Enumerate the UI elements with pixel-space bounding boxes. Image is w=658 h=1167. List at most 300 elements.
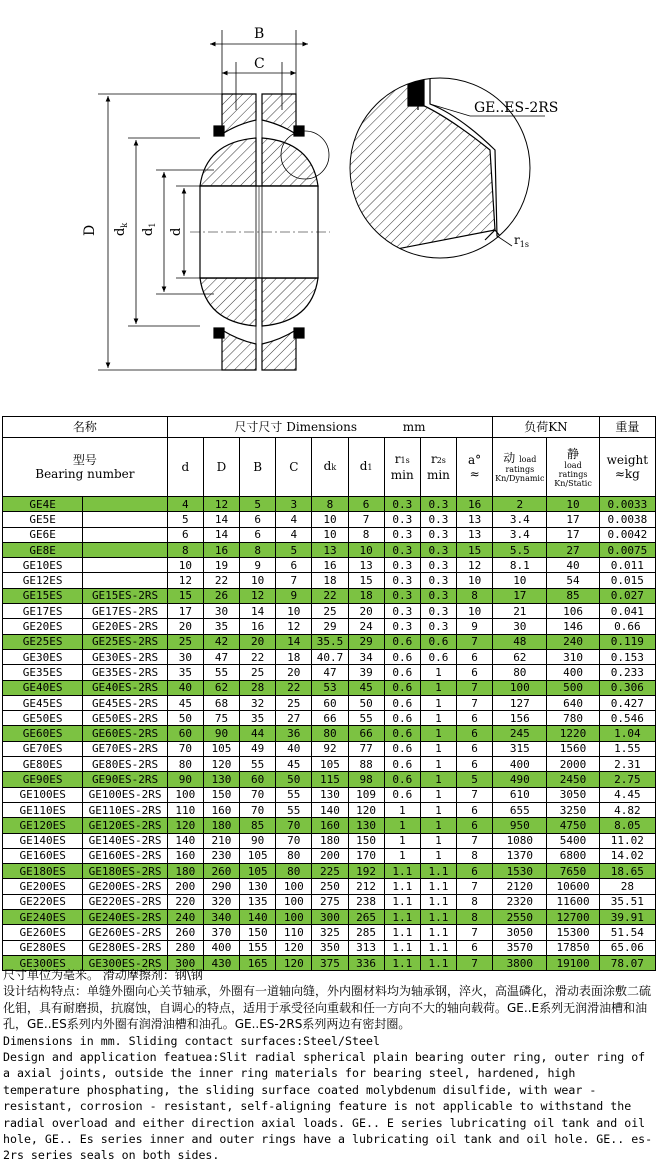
table-cell: 5 <box>167 512 203 527</box>
table-cell: 20 <box>167 619 203 634</box>
table-cell: 240 <box>167 910 203 925</box>
table-cell: 4750 <box>547 818 599 833</box>
table-cell: 42 <box>203 634 239 649</box>
table-cell: 8 <box>457 848 493 863</box>
table-cell: 0.0038 <box>599 512 655 527</box>
table-cell: 0.3 <box>384 497 420 512</box>
table-cell: 40 <box>547 558 599 573</box>
table-row <box>3 910 656 925</box>
table-cell: 29 <box>312 619 348 634</box>
table-cell: 51.54 <box>599 925 655 940</box>
table-cell: GE6E <box>3 527 83 542</box>
table-cell: 55 <box>276 787 312 802</box>
header-row-1 <box>3 417 656 438</box>
table-cell: 0.3 <box>384 558 420 573</box>
table-cell <box>83 542 167 557</box>
table-cell: 0.3 <box>420 588 456 603</box>
table-cell: 40 <box>276 741 312 756</box>
table-cell: 7 <box>457 680 493 695</box>
table-row <box>3 818 656 833</box>
table-cell: GE110ES-2RS <box>83 802 167 817</box>
table-cell: 105 <box>240 848 276 863</box>
table-cell: 100 <box>276 879 312 894</box>
table-cell: 780 <box>547 711 599 726</box>
table-cell: 54 <box>547 573 599 588</box>
table-cell: 0.6 <box>384 726 420 741</box>
table-cell: GE160ES-2RS <box>83 848 167 863</box>
table-cell: 1 <box>384 833 420 848</box>
table-cell: 35 <box>240 711 276 726</box>
table-cell: 300 <box>312 910 348 925</box>
table-cell: 16 <box>312 558 348 573</box>
table-cell: 10600 <box>547 879 599 894</box>
table-cell: 70 <box>240 802 276 817</box>
table-cell: 370 <box>203 925 239 940</box>
table-cell: 60 <box>312 695 348 710</box>
table-cell: 35.51 <box>599 894 655 909</box>
table-cell: 1 <box>420 848 456 863</box>
table-cell: 7 <box>276 573 312 588</box>
table-cell: 30 <box>203 604 239 619</box>
table-cell: 285 <box>348 925 384 940</box>
table-cell: 9 <box>457 619 493 634</box>
table-cell: 4 <box>167 497 203 512</box>
table-cell: 0.6 <box>384 634 420 649</box>
table-cell: 12 <box>276 619 312 634</box>
table-cell: GE70ES-2RS <box>83 741 167 756</box>
table-cell: 0.6 <box>384 757 420 772</box>
table-cell: 22 <box>240 649 276 664</box>
table-cell: 12 <box>457 558 493 573</box>
table-cell: 1 <box>420 665 456 680</box>
table-cell: 1.1 <box>420 879 456 894</box>
table-cell: 150 <box>203 787 239 802</box>
table-cell: 13 <box>457 512 493 527</box>
table-cell: 1 <box>420 757 456 772</box>
table-cell: 20 <box>348 604 384 619</box>
table-cell: 4.82 <box>599 802 655 817</box>
table-cell: 225 <box>312 864 348 879</box>
table-cell: 55 <box>240 757 276 772</box>
table-row <box>3 940 656 955</box>
table-cell: 14.02 <box>599 848 655 863</box>
table-cell: 3050 <box>493 925 547 940</box>
table-row <box>3 695 656 710</box>
table-cell: 210 <box>203 833 239 848</box>
table-cell: 19100 <box>547 955 599 970</box>
dim-label-d1: $d_1$ <box>141 222 157 236</box>
table-cell: 0.427 <box>599 695 655 710</box>
table-cell: 230 <box>203 848 239 863</box>
table-cell: 160 <box>167 848 203 863</box>
header-d1: d1 <box>348 438 384 497</box>
table-cell: GE280ES <box>3 940 83 955</box>
table-cell: 160 <box>312 818 348 833</box>
table-cell: 98 <box>348 772 384 787</box>
table-cell: 0.3 <box>420 573 456 588</box>
table-cell: 8 <box>457 894 493 909</box>
table-cell: 1 <box>420 711 456 726</box>
table-cell: 10 <box>312 527 348 542</box>
table-cell: 55 <box>276 802 312 817</box>
table-cell: 0.3 <box>384 512 420 527</box>
header-B: B <box>240 438 276 497</box>
table-cell: 27 <box>547 542 599 557</box>
table-cell: 240 <box>547 634 599 649</box>
table-cell: GE60ES-2RS <box>83 726 167 741</box>
table-cell: 53 <box>312 680 348 695</box>
table-cell: 9 <box>240 558 276 573</box>
table-cell: 280 <box>167 940 203 955</box>
table-cell: 45 <box>348 680 384 695</box>
table-cell: 265 <box>348 910 384 925</box>
table-cell: 0.0042 <box>599 527 655 542</box>
table-row <box>3 726 656 741</box>
table-cell: 245 <box>493 726 547 741</box>
table-cell: 80 <box>276 864 312 879</box>
header-weight-cn: 重量 <box>599 417 655 438</box>
table-cell: 1370 <box>493 848 547 863</box>
table-cell: 0.3 <box>420 604 456 619</box>
table-cell: 0.6 <box>384 649 420 664</box>
table-cell: 14 <box>203 527 239 542</box>
table-cell: 1220 <box>547 726 599 741</box>
table-cell: GE40ES-2RS <box>83 680 167 695</box>
table-cell: 0.6 <box>384 711 420 726</box>
table-cell: GE5E <box>3 512 83 527</box>
table-cell: GE35ES-2RS <box>83 665 167 680</box>
table-cell: 22 <box>276 680 312 695</box>
table-cell: 180 <box>203 818 239 833</box>
table-cell: 21 <box>493 604 547 619</box>
table-row <box>3 558 656 573</box>
table-cell: 430 <box>203 955 239 970</box>
table-cell: 80 <box>312 726 348 741</box>
table-cell: 12 <box>203 497 239 512</box>
table-cell: 35.5 <box>312 634 348 649</box>
table-cell: GE70ES <box>3 741 83 756</box>
table-cell: GE35ES <box>3 665 83 680</box>
table-cell: 40.7 <box>312 649 348 664</box>
table-cell: 44 <box>240 726 276 741</box>
table-cell: 3 <box>276 497 312 512</box>
table-cell: 30 <box>493 619 547 634</box>
table-cell: 25 <box>167 634 203 649</box>
table-row <box>3 787 656 802</box>
table-cell: GE240ES-2RS <box>83 910 167 925</box>
table-cell: 260 <box>167 925 203 940</box>
table-row <box>3 542 656 557</box>
table-cell: 8 <box>240 542 276 557</box>
table-cell: 13 <box>312 542 348 557</box>
table-cell: 60 <box>167 726 203 741</box>
table-cell: 0.6 <box>384 741 420 756</box>
table-cell: 3.4 <box>493 527 547 542</box>
table-cell: GE8E <box>3 542 83 557</box>
table-cell: 17 <box>493 588 547 603</box>
table-cell: GE50ES <box>3 711 83 726</box>
table-cell: 5 <box>457 772 493 787</box>
table-cell: 0.6 <box>384 772 420 787</box>
table-cell: 85 <box>240 818 276 833</box>
table-cell: 16 <box>203 542 239 557</box>
table-cell: 10 <box>547 497 599 512</box>
table-cell: 90 <box>203 726 239 741</box>
header-name: 名称 <box>3 417 168 438</box>
table-cell: 66 <box>348 726 384 741</box>
table-cell: 6 <box>457 802 493 817</box>
table-cell: 5.5 <box>493 542 547 557</box>
table-cell: GE140ES <box>3 833 83 848</box>
table-cell: 325 <box>312 925 348 940</box>
table-cell: 120 <box>276 955 312 970</box>
table-cell: 70 <box>240 787 276 802</box>
table-cell: 92 <box>312 741 348 756</box>
table-cell: 45 <box>276 757 312 772</box>
table-cell: 490 <box>493 772 547 787</box>
table-cell: 16 <box>457 497 493 512</box>
table-cell: 1 <box>420 726 456 741</box>
table-cell: 400 <box>203 940 239 955</box>
table-cell: 19 <box>203 558 239 573</box>
table-cell: 60 <box>240 772 276 787</box>
table-cell: 350 <box>312 940 348 955</box>
table-cell: 4 <box>276 527 312 542</box>
table-cell: 32 <box>240 695 276 710</box>
table-cell: 7650 <box>547 864 599 879</box>
table-cell: 25 <box>240 665 276 680</box>
table-cell: 70 <box>276 818 312 833</box>
table-row <box>3 879 656 894</box>
detail-view <box>340 60 540 260</box>
table-row <box>3 848 656 863</box>
table-cell: 1 <box>420 802 456 817</box>
table-cell: 315 <box>493 741 547 756</box>
table-cell: 1.1 <box>384 955 420 970</box>
table-cell: 47 <box>312 665 348 680</box>
table-cell: 156 <box>493 711 547 726</box>
table-cell: 6 <box>167 527 203 542</box>
table-cell: 8.1 <box>493 558 547 573</box>
table-cell: 4.45 <box>599 787 655 802</box>
table-cell: 0.6 <box>420 634 456 649</box>
table-cell: 18 <box>312 573 348 588</box>
table-cell: GE80ES-2RS <box>83 757 167 772</box>
table-cell: 18.65 <box>599 864 655 879</box>
table-cell: 29 <box>348 634 384 649</box>
table-cell: GE60ES <box>3 726 83 741</box>
table-cell: 6 <box>457 649 493 664</box>
table-cell: GE200ES-2RS <box>83 879 167 894</box>
table-cell: 165 <box>240 955 276 970</box>
table-cell: 130 <box>348 818 384 833</box>
table-cell: 88 <box>348 757 384 772</box>
table-cell: 155 <box>240 940 276 955</box>
notes <box>3 967 655 1164</box>
table-cell: 10 <box>312 512 348 527</box>
table-row <box>3 757 656 772</box>
table-cell: 400 <box>547 665 599 680</box>
table-cell: 15 <box>457 542 493 557</box>
table-cell: 75 <box>203 711 239 726</box>
table-cell: GE30ES <box>3 649 83 664</box>
callout-label: GE..ES-2RS <box>474 100 559 116</box>
dim-label-B: B <box>254 26 265 42</box>
table-cell: 100 <box>167 787 203 802</box>
table-cell: 140 <box>312 802 348 817</box>
table-cell: 336 <box>348 955 384 970</box>
table-cell: 120 <box>203 757 239 772</box>
table-cell: 50 <box>276 772 312 787</box>
table-cell: 150 <box>348 833 384 848</box>
table-cell: 3.4 <box>493 512 547 527</box>
table-cell: 375 <box>312 955 348 970</box>
table-cell: 70 <box>276 833 312 848</box>
table-cell: GE200ES <box>3 879 83 894</box>
table-cell: 0.3 <box>420 542 456 557</box>
table-cell: 1 <box>420 772 456 787</box>
table-cell: 17 <box>547 527 599 542</box>
table-cell: 8 <box>348 527 384 542</box>
table-cell: 6 <box>348 497 384 512</box>
table-cell: 340 <box>203 910 239 925</box>
table-cell: 24 <box>348 619 384 634</box>
table-cell: 1 <box>384 802 420 817</box>
table-cell: 0.153 <box>599 649 655 664</box>
table-cell: 109 <box>348 787 384 802</box>
table-cell <box>83 527 167 542</box>
header-static-load: 静 load ratings Kn/Static <box>547 438 599 497</box>
table-cell: 6 <box>457 818 493 833</box>
table-cell: 5400 <box>547 833 599 848</box>
table-cell: 28 <box>240 680 276 695</box>
table-cell: 0.011 <box>599 558 655 573</box>
table-row <box>3 588 656 603</box>
table-cell: 6 <box>457 940 493 955</box>
table-cell: 310 <box>547 649 599 664</box>
table-cell: 7 <box>457 925 493 940</box>
table-cell: 1.1 <box>420 910 456 925</box>
table-cell: 160 <box>203 802 239 817</box>
table-cell: 12 <box>240 588 276 603</box>
table-cell: 55 <box>348 711 384 726</box>
table-cell: 150 <box>240 925 276 940</box>
table-cell: 0.3 <box>384 542 420 557</box>
table-cell: 260 <box>203 864 239 879</box>
table-cell: 3250 <box>547 802 599 817</box>
table-cell: 1 <box>420 833 456 848</box>
table-cell: 2450 <box>547 772 599 787</box>
table-cell: 8 <box>457 910 493 925</box>
table-cell: 36 <box>276 726 312 741</box>
table-cell: GE45ES <box>3 695 83 710</box>
table-row <box>3 864 656 879</box>
table-cell: 0.119 <box>599 634 655 649</box>
table-cell: 10 <box>276 604 312 619</box>
table-row <box>3 894 656 909</box>
table-cell: 7 <box>457 787 493 802</box>
table-cell: 1.1 <box>420 864 456 879</box>
table-cell: 0.3 <box>420 497 456 512</box>
table-cell: 47 <box>203 649 239 664</box>
table-cell: 10 <box>240 573 276 588</box>
table-cell: 0.6 <box>420 649 456 664</box>
header-dimensions: 尺寸尺寸 Dimensions mm <box>167 417 492 438</box>
table-row <box>3 711 656 726</box>
table-cell: 6 <box>457 665 493 680</box>
table-cell: 35 <box>167 665 203 680</box>
table-cell: 15300 <box>547 925 599 940</box>
table-cell: 45 <box>167 695 203 710</box>
table-cell: 8 <box>167 542 203 557</box>
table-cell: 6 <box>457 757 493 772</box>
table-cell: GE80ES <box>3 757 83 772</box>
table-row <box>3 527 656 542</box>
table-cell: 1.1 <box>384 879 420 894</box>
table-cell: 90 <box>240 833 276 848</box>
table-cell: GE220ES <box>3 894 83 909</box>
table-cell: 3050 <box>547 787 599 802</box>
table-cell: 1 <box>420 741 456 756</box>
table-cell: 66 <box>312 711 348 726</box>
table-cell: 0.3 <box>420 527 456 542</box>
table-cell: 2550 <box>493 910 547 925</box>
header-load: 负荷KN <box>493 417 599 438</box>
table-row <box>3 802 656 817</box>
table-cell: GE180ES <box>3 864 83 879</box>
table-cell: 17850 <box>547 940 599 955</box>
table-cell: GE25ES <box>3 634 83 649</box>
table-cell: 1 <box>420 695 456 710</box>
table-cell: 130 <box>203 772 239 787</box>
table-cell: 140 <box>240 910 276 925</box>
table-cell: 2.75 <box>599 772 655 787</box>
table-cell: 0.6 <box>384 665 420 680</box>
table-row <box>3 925 656 940</box>
table-cell: 0.3 <box>384 588 420 603</box>
table-cell: 250 <box>312 879 348 894</box>
table-cell: GE17ES <box>3 604 83 619</box>
table-cell: 22 <box>203 573 239 588</box>
table-cell: 1080 <box>493 833 547 848</box>
table-cell: 17 <box>547 512 599 527</box>
table-cell: 0.6 <box>384 680 420 695</box>
table-cell: 28 <box>599 879 655 894</box>
table-cell: 10 <box>167 558 203 573</box>
table-cell: GE110ES <box>3 802 83 817</box>
table-cell: 300 <box>167 955 203 970</box>
table-cell: 6 <box>457 711 493 726</box>
header-a: a° ≈ <box>457 438 493 497</box>
table-cell: 85 <box>547 588 599 603</box>
table-cell: 0.6 <box>384 695 420 710</box>
table-cell: 290 <box>203 879 239 894</box>
table-cell: 7 <box>457 833 493 848</box>
table-cell: 25 <box>276 695 312 710</box>
header-row-2 <box>3 438 656 497</box>
table-cell: 0.015 <box>599 573 655 588</box>
table-cell: 1 <box>420 818 456 833</box>
table-cell: GE15ES-2RS <box>83 588 167 603</box>
note-units-en: Dimensions in mm. Sliding contact surfaces:Steel/Steel <box>3 1033 380 1048</box>
table-cell: GE260ES <box>3 925 83 940</box>
table-cell: GE90ES <box>3 772 83 787</box>
table-cell: 0.3 <box>384 527 420 542</box>
header-C: C <box>276 438 312 497</box>
table-cell: 105 <box>203 741 239 756</box>
table-cell: 0.0033 <box>599 497 655 512</box>
table-cell: 65.06 <box>599 940 655 955</box>
